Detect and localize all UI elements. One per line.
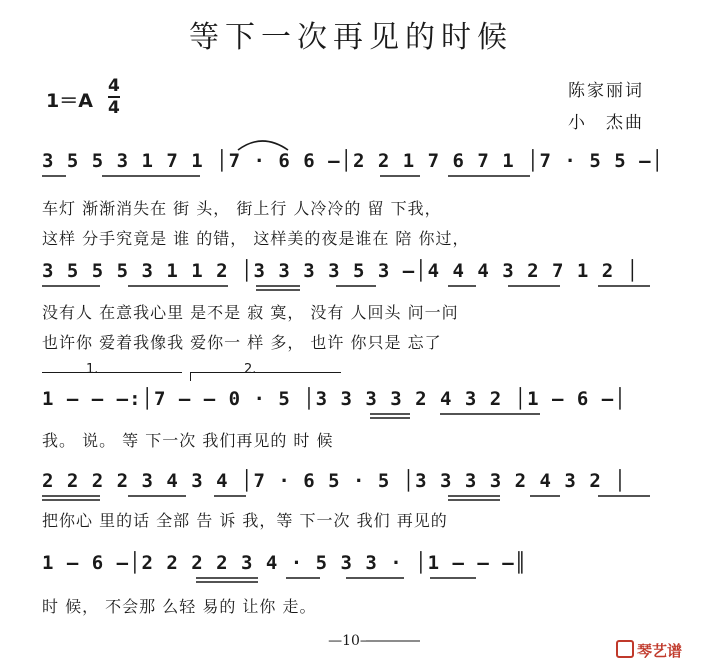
notation-line-3: 1 — — —:│7 — — 0 · 5 │3 3 3 3 2 4 3 2 │1 — 6 —│ — [42, 388, 627, 410]
volta-label-2: 2. — [244, 362, 257, 377]
song-title: 等下一次再见的时候 — [189, 20, 513, 55]
notation-line-2: 3 5 5 5 3 1 1 2 │3 3 3 3 5 3 —│4 4 4 3 2 7 1 2 │ — [42, 260, 640, 282]
page-number: —10— — [328, 633, 374, 649]
watermark-text: 琴艺谱 — [637, 642, 683, 660]
slur-mark — [238, 141, 288, 150]
lyricist-credit: 陈家丽词 — [568, 81, 644, 101]
meter-bottom: 4 — [108, 98, 120, 118]
lyrics-line-1-verse-2: 这样 分手究竟是 谁 的错， 这样美的夜是谁在 陪 你过， — [42, 229, 470, 248]
lyrics-line-1-verse-1: 车灯 渐渐消失在 街 头， 街上行 人冷冷的 留 下我， — [42, 199, 442, 218]
meter-top: 4 — [108, 76, 120, 96]
notation-line-1: 3 5 5 3 1 7 1 │7 · 6 6 —│2 2 1 7 6 7 1 │7 · 5 5 —│ — [42, 150, 664, 172]
composer-credit: 小 杰曲 — [568, 113, 644, 133]
lyrics-line-5: 时 候， 不会那 么轻 易的 让你 走。 — [42, 597, 317, 616]
lyrics-line-3: 我。 说。 等 下一次 我们再见的 时 候 — [42, 431, 334, 450]
lyrics-line-2-verse-2: 也许你 爱着我像我 爱你一 样 多， 也许 你只是 忘了 — [42, 333, 442, 352]
watermark-logo — [616, 640, 682, 661]
volta-label-1: 1. — [86, 362, 99, 377]
notation-line-5: 1 — 6 —│2 2 2 2 3 4 · 5 3 3 · │1 — — —║ — [42, 552, 528, 574]
music-note-logo-icon — [616, 640, 634, 658]
lyrics-line-4: 把你心 里的话 全部 告 诉 我，等 下一次 我们 再见的 — [42, 511, 448, 530]
key-signature: 1＝A — [46, 90, 93, 112]
notation-line-4: 2 2 2 2 3 4 3 4 │7 · 6 5 · 5 │3 3 3 3 2 4 3 2 │ — [42, 470, 627, 492]
lyrics-line-2-verse-1: 没有人 在意我心里 是不是 寂 寞， 没有 人回头 问一问 — [42, 303, 459, 322]
